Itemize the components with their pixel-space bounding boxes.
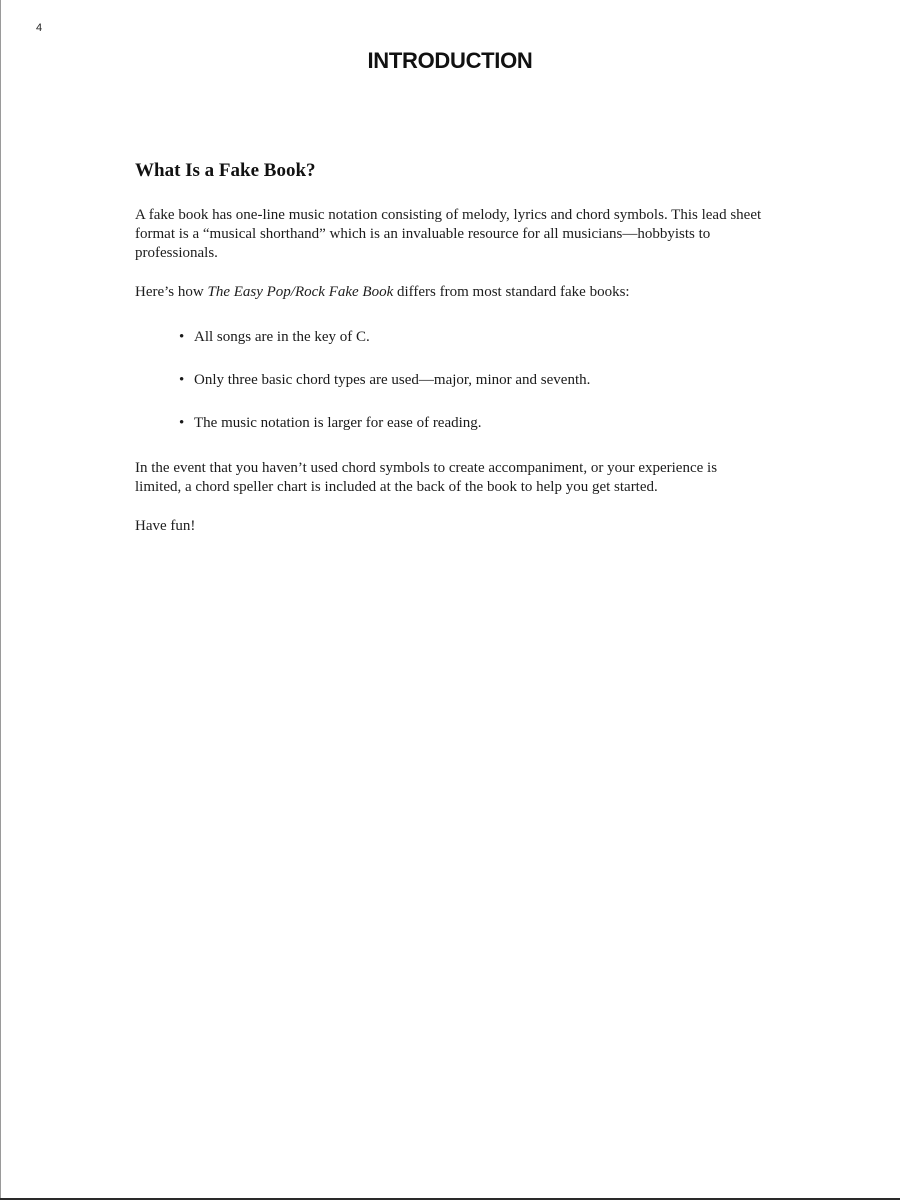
list-item-text: Only three basic chord types are used—major, minor and seventh. xyxy=(194,372,591,388)
bullet-icon: • xyxy=(179,329,185,345)
bullet-icon: • xyxy=(179,415,185,431)
closing-line: Have fun! xyxy=(135,518,196,534)
list-item xyxy=(179,414,765,433)
list-item xyxy=(179,328,765,347)
page-number: 4 xyxy=(36,22,43,34)
page-left-edge xyxy=(0,0,1,1200)
main-content xyxy=(135,160,765,556)
page-title: INTRODUCTION xyxy=(367,48,533,73)
bullet-icon: • xyxy=(179,372,185,388)
differs-suffix: differs from most standard fake books: xyxy=(393,284,630,300)
section-heading: What Is a Fake Book? xyxy=(135,160,316,181)
book-title: The Easy Pop/Rock Fake Book xyxy=(207,284,394,300)
event-paragraph: In the event that you haven’t used chord symbols to create accompaniment, or your experience is limited, a chord speller chart is included at the back of the book to help you get started. xyxy=(135,460,718,495)
list-item xyxy=(179,371,765,390)
list-item-text: All songs are in the key of C. xyxy=(194,329,370,345)
features-list xyxy=(135,328,765,433)
list-item-text: The music notation is larger for ease of reading. xyxy=(194,415,482,431)
intro-paragraph: A fake book has one-line music notation consisting of melody, lyrics and chord symbols. This lead sheet format is a “musical shorthand” which is an invaluable resource for all musicians—hobbyists to professionals. xyxy=(135,207,762,261)
differs-prefix: Here’s how xyxy=(135,284,208,300)
differs-paragraph xyxy=(135,283,765,302)
